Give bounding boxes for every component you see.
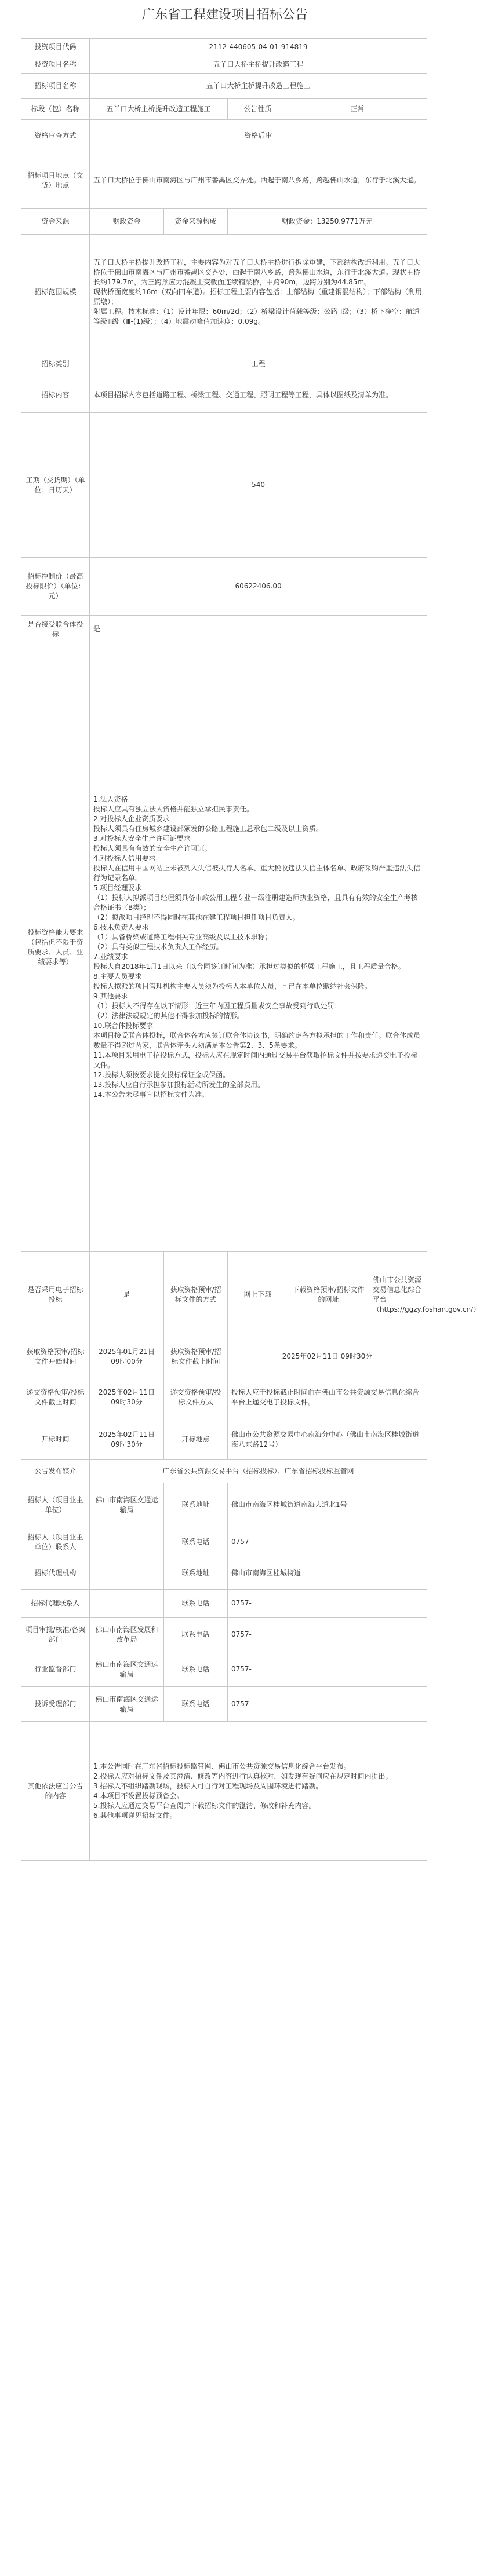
qualification-line: （1）投标人不得存在以下情形：近三年内因工程质量或安全事故受到行政处罚； xyxy=(93,1002,341,1010)
category-label: 招标类别 xyxy=(21,350,90,378)
row-max-price xyxy=(21,558,427,616)
content-value: 本项目招标内容包括道路工程、桥梁工程、交通工程、照明工程等工程，具体以图纸及清单为准。 xyxy=(90,378,427,413)
qualification-line: （1）具备桥梁或道路工程相关专业高级及以上技术职称； xyxy=(93,933,272,941)
opening-time-label: 开标时间 xyxy=(21,1419,90,1460)
qualification-line: 6.技术负责人要求 xyxy=(93,923,149,931)
qualification-line: 投标人须具有住房城乡建设部颁发的公路工程施工总承包二级及以上资质。 xyxy=(93,825,323,833)
notice-type-value: 正常 xyxy=(288,99,427,120)
other-line: 1.本公告同时在广东省招标投标监管网、佛山市公共资源交易信息化综合平台发布。 xyxy=(93,1762,351,1770)
other-line: 3.招标人不组织踏勘现场，投标人可自行对工程现场及周围环境进行踏勘。 xyxy=(93,1781,323,1790)
period-label: 工期（交货期）（单位：日历天） xyxy=(21,413,90,558)
row-scope xyxy=(21,235,427,350)
industry-label: 行业监督部门 xyxy=(21,1652,90,1687)
funding-structure-label: 资金来源构成 xyxy=(164,209,228,235)
submit-deadline-value: 2025年02月11日 09时30分 xyxy=(90,1375,164,1419)
agency-address-value: 佛山市南海区桂城街道 xyxy=(228,1557,427,1590)
qualification-line: 9.其他要求 xyxy=(93,992,128,1000)
row-funding xyxy=(21,209,427,235)
row-qualification xyxy=(21,643,427,1252)
qualification-line: 投标人须具有有效的安全生产许可证。 xyxy=(93,844,212,852)
industry-value: 佛山市南海区交通运输局 xyxy=(90,1652,164,1687)
exam-method-label: 资格审查方式 xyxy=(21,120,90,152)
bid-project-name-value: 五丫口大桥主桥提升改造工程施工 xyxy=(90,74,427,99)
complaint-phone-label: 联系电话 xyxy=(164,1687,228,1722)
doc-end-value: 2025年02月11日 09时30分 xyxy=(228,1338,427,1375)
row-agency xyxy=(21,1557,427,1590)
qualification-line: 投标人在信用中国网站上未被列入失信被执行人名单、重大税收违法失信主体名单、政府采购严重违法失信行为记录名单。 xyxy=(93,864,421,882)
row-project-code xyxy=(21,39,427,56)
other-line: 2.投标人应对招标文件及其澄清、修改等内容进行认真核对，如发现有疑问应在规定时间内提出。 xyxy=(93,1772,392,1780)
publish-media-value: 广东省公共资源交易平台（招标投标）、广东省招标投标监管网 xyxy=(90,1460,427,1483)
project-code-label: 投资项目代码 xyxy=(21,39,90,56)
supervisor-value: 佛山市南海区发展和改革局 xyxy=(90,1618,164,1652)
qualification-line: 2.对投标人企业资质要求 xyxy=(93,815,170,823)
agency-label: 招标代理机构 xyxy=(21,1557,90,1590)
tenderee-address-value: 佛山市南海区桂城街道南海大道北1号 xyxy=(228,1483,427,1527)
row-electronic xyxy=(21,1252,427,1338)
tenderee-address-label: 联系地址 xyxy=(164,1483,228,1527)
category-value: 工程 xyxy=(90,350,427,378)
exam-method-value: 资格后审 xyxy=(90,120,427,152)
qualification-line: 投标人自2018年1月1日以来（以合同签订时间为准）承担过类似的桥梁工程施工，且工程质量合格。 xyxy=(93,963,405,971)
doc-end-label: 获取资格预审/招标文件截止时间 xyxy=(164,1338,228,1375)
qualification-line: 投标人应具有独立法人资格并能独立承担民事责任。 xyxy=(93,805,254,813)
row-location xyxy=(21,152,427,209)
scope-line: 五丫口大桥主桥提升改造工程，主要内容为对五丫口大桥主桥进行拆除重建，下部结构改造利用。五丫口大桥位于佛山市南海区与广州市番禺区交界处，西起于南八乡路，跨越佛山水道，东行于北溪大道。现状主桥长约179.7m，为三跨预应力混凝土变截面连续箱梁桥，中跨90m，边跨分别为44.85m。 xyxy=(93,258,421,286)
supervisor-phone-label: 联系电话 xyxy=(164,1618,228,1652)
max-price-value: 60622406.00 xyxy=(90,558,427,616)
electronic-value: 是 xyxy=(90,1252,164,1338)
industry-phone-label: 联系电话 xyxy=(164,1652,228,1687)
row-complaint xyxy=(21,1687,427,1722)
doc-method-label: 获取资格预审/招标文件的方式 xyxy=(164,1252,228,1338)
doc-method-value: 网上下载 xyxy=(228,1252,288,1338)
supervisor-phone-value: 0757- xyxy=(228,1618,427,1652)
qualification-line: 7.业绩要求 xyxy=(93,953,128,961)
complaint-phone-value: 0757- xyxy=(228,1687,427,1722)
other-line: 4.本项目不设置投标预备会。 xyxy=(93,1791,184,1800)
agency-phone-label: 联系电话 xyxy=(164,1590,228,1618)
qualification-line: 12.投标人须按要求提交投标保证金或保函。 xyxy=(93,1071,230,1079)
row-content xyxy=(21,378,427,413)
qualification-line: （2）具有类似工程技术负责人工作经历。 xyxy=(93,943,223,951)
agency-person-value xyxy=(90,1590,164,1618)
bid-project-name-label: 招标项目名称 xyxy=(21,74,90,99)
period-value: 540 xyxy=(90,413,427,558)
other-value xyxy=(90,1722,427,1861)
row-doc-time xyxy=(21,1338,427,1375)
row-project-name xyxy=(21,56,427,74)
tenderee-phone-value: 0757- xyxy=(228,1527,427,1557)
submit-deadline-label: 递交资格预审/投标文件截止时间 xyxy=(21,1375,90,1419)
publish-media-label: 公告发布媒介 xyxy=(21,1460,90,1483)
content-label: 招标内容 xyxy=(21,378,90,413)
qualification-line: 4.对投标人信用要求 xyxy=(93,854,156,862)
section-label: 标段（包）名称 xyxy=(21,99,90,120)
qualification-value xyxy=(90,643,427,1252)
row-other xyxy=(21,1722,427,1861)
qualification-line: 本项目接受联合体投标，联合体各方应签订联合体协议书，明确约定各方拟承担的工作和责任。联合体成员数量不得超过两家，联合体牵头人须满足本公告第2、3、5条要求。 xyxy=(93,1031,421,1049)
funding-label: 资金来源 xyxy=(21,209,90,235)
agency-phone-value: 0757- xyxy=(228,1590,427,1618)
scope-line: 现状桥面宽度约16m（双向四车道）。招标工程主要内容包括：上部结构（重建钢混结构）；下部结构（利用原墩）； xyxy=(93,288,422,306)
max-price-label: 招标控制价（最高投标限价）（单位：元） xyxy=(21,558,90,616)
agency-person-label: 招标代理联系人 xyxy=(21,1590,90,1618)
qualification-line: 5.项目经理要求 xyxy=(93,884,142,892)
qualification-line: 10.联合体投标要求 xyxy=(93,1022,154,1030)
tenderee-label: 招标人（项目业主单位） xyxy=(21,1483,90,1527)
row-bid-project-name xyxy=(21,74,427,99)
consortium-label: 是否接受联合体投标 xyxy=(21,616,90,643)
opening-time-value: 2025年02月11日 09时30分 xyxy=(90,1419,164,1460)
doc-url-value[interactable]: 佛山市公共资源交易信息化综合平台（https://ggzy.foshan.gov.cn/） xyxy=(369,1252,427,1338)
electronic-label: 是否采用电子招标投标 xyxy=(21,1252,90,1338)
opening-place-value: 佛山市公共资源交易中心南海分中心（佛山市南海区桂城街道海八东路12号） xyxy=(228,1419,427,1460)
row-publish xyxy=(21,1460,427,1483)
other-line: 6.其他事项详见招标文件。 xyxy=(93,1811,177,1820)
project-code-value: 2112-440605-04-01-914819 xyxy=(90,39,427,56)
location-label: 招标项目地点（交货）地点 xyxy=(21,152,90,209)
tenderee-phone-label: 联系电话 xyxy=(164,1527,228,1557)
notice-table xyxy=(21,38,480,1861)
funding-structure-value: 财政资金：13250.9771万元 xyxy=(228,209,427,235)
doc-start-label: 获取资格预审/招标文件开始时间 xyxy=(21,1338,90,1375)
submit-method-label: 递交资格预审/投标文件方式 xyxy=(164,1375,228,1419)
tenderee-value: 佛山市南海区交通运输局 xyxy=(90,1483,164,1527)
qualification-line: 3.对投标人安全生产许可证要求 xyxy=(93,835,191,843)
agency-address-label: 联系地址 xyxy=(164,1557,228,1590)
qualification-line: 13.投标人应自行承担参加投标活动所发生的全部费用。 xyxy=(93,1081,265,1089)
row-tenderee xyxy=(21,1483,427,1527)
doc-start-value: 2025年01月21日 09时00分 xyxy=(90,1338,164,1375)
qualification-line: 14.本公告未尽事宜以招标文件为准。 xyxy=(93,1091,209,1099)
scope-label: 招标范围规模 xyxy=(21,235,90,350)
row-supervisor xyxy=(21,1618,427,1652)
qualification-line: 11.本项目采用电子招投标方式，投标人应在规定时间内通过交易平台获取招标文件并按要求递交电子投标文件。 xyxy=(93,1051,418,1069)
row-submit xyxy=(21,1375,427,1419)
opening-place-label: 开标地点 xyxy=(164,1419,228,1460)
row-industry xyxy=(21,1652,427,1687)
complaint-value: 佛山市南海区交通运输局 xyxy=(90,1687,164,1722)
complaint-label: 投诉受理部门 xyxy=(21,1687,90,1722)
qualification-line: （1）投标人拟派项目经理须具备市政公用工程专业一级注册建造师执业资格，且具有有效的安全生产考核合格证书（B类）； xyxy=(93,894,418,912)
scope-value xyxy=(90,235,427,350)
row-consortium xyxy=(21,616,427,643)
section-value: 五丫口大桥主桥提升改造工程施工 xyxy=(90,99,228,120)
submit-method-value: 投标人应于投标截止时间前在佛山市公共资源交易信息化综合平台上递交电子投标文件。 xyxy=(228,1375,427,1419)
location-value: 五丫口大桥位于佛山市南海区与广州市番禺区交界处。西起于南八乡路，跨越佛山水道，东行于北溪大道。 xyxy=(90,152,427,209)
tenderee-person-value xyxy=(90,1527,164,1557)
qualification-line: 1.法人资格 xyxy=(93,795,128,803)
qualification-line: 8.主要人员要求 xyxy=(93,972,142,980)
other-label: 其他依法应当公告的内容 xyxy=(21,1722,90,1861)
row-exam-method xyxy=(21,120,427,152)
funding-value: 财政资金 xyxy=(90,209,164,235)
industry-phone-value: 0757- xyxy=(228,1652,427,1687)
tenderee-person-label: 招标人（项目业主单位）联系人 xyxy=(21,1527,90,1557)
row-opening xyxy=(21,1419,427,1460)
row-period xyxy=(21,413,427,558)
doc-url-label: 下载资格预审/招标文件的网址 xyxy=(288,1252,369,1338)
row-agency-person xyxy=(21,1590,427,1618)
qualification-line: （2）法律法规规定的其他不得参加投标的情形。 xyxy=(93,1012,244,1020)
notice-type-label: 公告性质 xyxy=(228,99,288,120)
scope-line: 附属工程。技术标准：（1）设计年限：60m/2d；（2）桥梁设计荷载等级：公路-Ⅰ级；（3）桥下净空：航道等级Ⅲ级（Ⅲ-(1)级）；（4）地震动峰值加速度：0.09g。 xyxy=(93,308,420,325)
supervisor-label: 项目审批/核准/备案部门 xyxy=(21,1618,90,1652)
project-name-value: 五丫口大桥主桥提升改造工程 xyxy=(90,56,427,74)
row-category xyxy=(21,350,427,378)
consortium-value: 是 xyxy=(90,616,427,643)
agency-value xyxy=(90,1557,164,1590)
row-section xyxy=(21,99,427,120)
qualification-label: 投标资格能力要求（包括但不限于资质要求、人员、业绩要求等） xyxy=(21,643,90,1252)
qualification-line: （2）拟派项目经理不得同时在其他在建工程项目担任项目负责人。 xyxy=(93,913,300,921)
row-tenderee-person xyxy=(21,1527,427,1557)
other-line: 5.投标人应通过交易平台查阅并下载招标文件的澄清、修改和补充内容。 xyxy=(93,1801,316,1810)
project-name-label: 投资项目名称 xyxy=(21,56,90,74)
qualification-line: 投标人拟派的项目管理机构主要人员须为投标人本单位人员，且已在本单位缴纳社会保险。 xyxy=(93,982,372,990)
page-title: 广东省工程建设项目招标公告 xyxy=(141,8,308,22)
